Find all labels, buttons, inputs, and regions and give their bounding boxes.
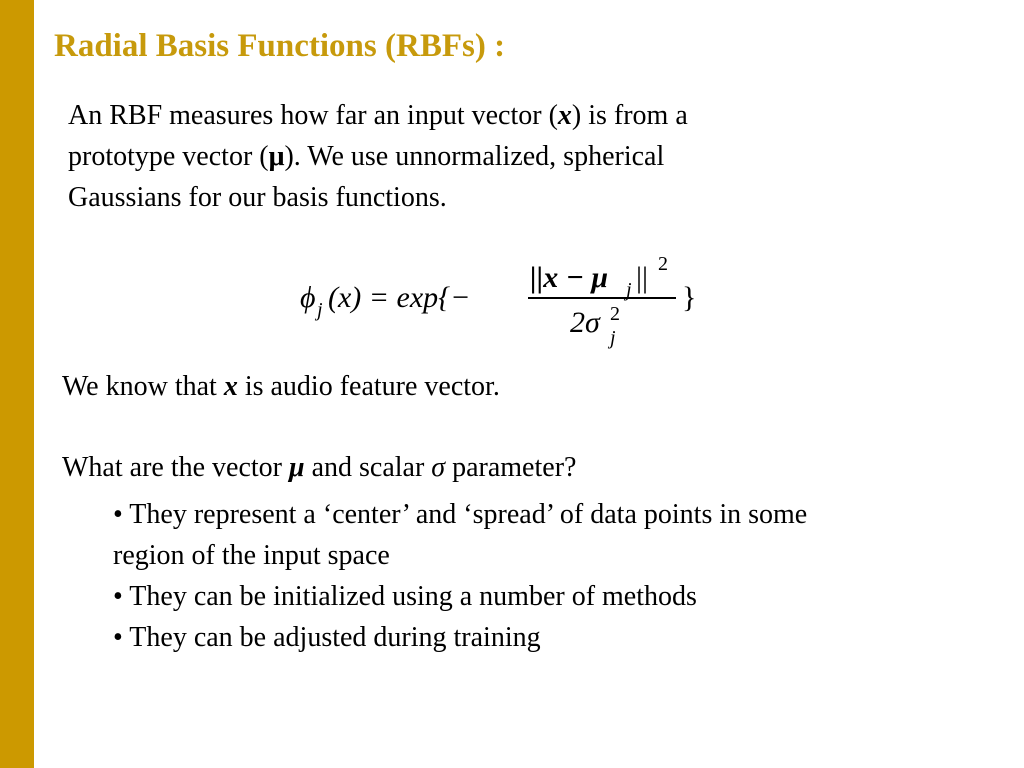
bullet-item-continuation: region of the input space — [113, 540, 390, 571]
formula-phi-sub: j — [317, 299, 323, 321]
mu-symbol: μ — [268, 141, 285, 172]
intro-text: ). We use unnormalized, spherical — [284, 141, 665, 172]
rbf-formula — [300, 250, 710, 350]
formula-svg — [300, 250, 710, 350]
bullet-item: • They can be initialized using a number of methods — [113, 581, 697, 612]
question-statement — [62, 452, 576, 484]
formula-numerator-exp: 2 — [658, 253, 668, 275]
intro-text: prototype vector ( — [68, 141, 269, 172]
formula-close-brace: } — [682, 281, 697, 314]
know-statement — [62, 371, 500, 403]
x-symbol: x — [223, 371, 238, 402]
formula-phi: ϕ — [300, 281, 316, 314]
slide-title: Radial Basis Functions (RBFs) : — [54, 28, 506, 64]
formula-denominator-sub: j — [610, 327, 616, 349]
bullet-list — [113, 494, 993, 658]
question-text: parameter? — [445, 452, 577, 483]
intro-line-2 — [68, 136, 848, 177]
formula-numerator-end: || — [636, 261, 649, 294]
slide-accent-bar — [0, 0, 34, 768]
intro-paragraph — [68, 95, 848, 218]
question-text: What are the vector — [62, 452, 289, 483]
know-text: We know that — [62, 371, 224, 402]
sigma-symbol: σ — [431, 452, 446, 483]
x-symbol: x — [557, 100, 572, 131]
intro-line-1 — [68, 95, 848, 136]
intro-text: An RBF measures how far an input vector ( — [68, 100, 558, 131]
mu-symbol: μ — [288, 452, 305, 483]
intro-line-3: Gaussians for our basis functions. — [68, 182, 447, 213]
formula-numerator-sub: j — [626, 279, 632, 301]
formula-denominator: 2σ — [570, 306, 600, 339]
bullet-item: • They represent a ‘center’ and ‘spread’ of data points in some — [113, 499, 808, 530]
know-text: is audio feature vector. — [237, 371, 500, 402]
formula-lhs: (x) = exp{− — [328, 281, 471, 314]
question-text: and scalar — [304, 452, 432, 483]
bullet-item: • They can be adjusted during training — [113, 622, 541, 653]
intro-text: ) is from a — [571, 100, 688, 131]
formula-numerator: ||x − μ — [530, 261, 609, 294]
formula-denominator-sup: 2 — [610, 303, 620, 325]
